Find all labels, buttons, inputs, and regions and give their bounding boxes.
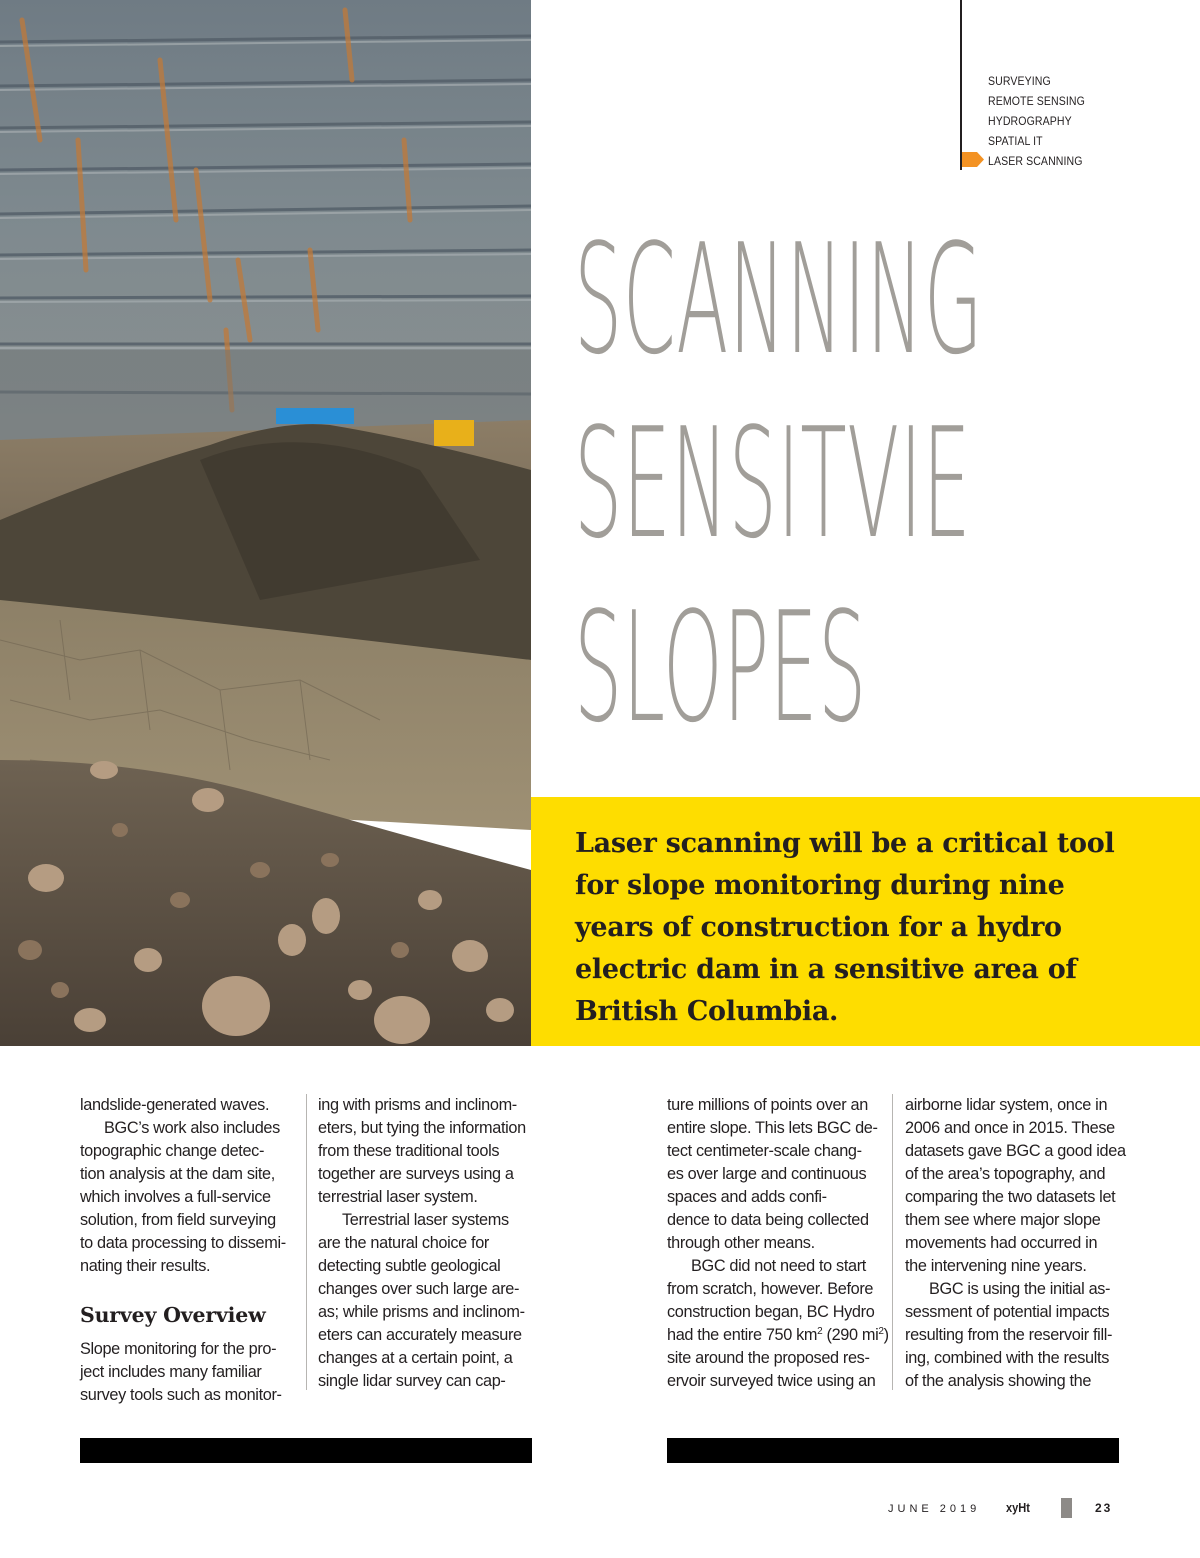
section-nav (988, 71, 1098, 171)
nav-divider (960, 0, 962, 170)
nav-item-surveying[interactable]: SURVEYING (988, 74, 1051, 88)
deck-text: Laser scanning will be a critical tool for slope monitoring during nine years of construction for a hydro electric dam in a sensitive area of British Columbia. (575, 828, 1115, 1027)
nav-item-remote-sensing[interactable]: REMOTE SENSING (988, 94, 1085, 108)
black-bar-right (667, 1438, 1119, 1463)
text-line: Slope monitoring for the pro- (80, 1340, 277, 1358)
article-title (574, 208, 1174, 760)
text-line: survey tools such as monitor- (80, 1386, 282, 1404)
body-column-1 (80, 1094, 294, 1407)
text-line: tion analysis at the dam site, (80, 1165, 275, 1183)
text-line: single lidar survey can cap- (318, 1372, 506, 1390)
text-line: site around the proposed res- (667, 1349, 870, 1367)
text-line: Terrestrial laser systems (342, 1211, 509, 1229)
text-line: entire slope. This lets BGC de- (667, 1119, 878, 1137)
text-line: BGC did not need to start (691, 1257, 866, 1275)
text-line: resulting from the reservoir fill- (905, 1326, 1113, 1344)
active-section-arrow-icon (962, 152, 984, 167)
body-column-3 (667, 1094, 889, 1393)
text-line: sessment of potential impacts (905, 1303, 1110, 1321)
text-line: ject includes many familiar (80, 1363, 262, 1381)
text-line: detecting subtle geological (318, 1257, 501, 1275)
magazine-brand: xyHt (1006, 1500, 1030, 1515)
text-line: as; while prisms and inclinom- (318, 1303, 525, 1321)
text-line: changes over such large are- (318, 1280, 520, 1298)
text-line: ture millions of points over an (667, 1096, 868, 1114)
footer-separator-block (1061, 1498, 1072, 1518)
text-line: BGC’s work also includes (104, 1119, 280, 1137)
text-line: which involves a full-service (80, 1188, 271, 1206)
column-divider (892, 1094, 893, 1390)
title-line-3: SLOPES (574, 579, 867, 756)
text-line: of the analysis showing the (905, 1372, 1092, 1390)
issue-date: JUNE 2019 (888, 1503, 981, 1515)
text-line: to data processing to dissemi- (80, 1234, 286, 1252)
text-line: solution, from field surveying (80, 1211, 276, 1229)
column-divider (306, 1094, 307, 1390)
text-line: of the area’s topography, and (905, 1165, 1106, 1183)
text-line: terrestrial laser system. (318, 1188, 478, 1206)
text-line: movements had occurred in (905, 1234, 1098, 1252)
text-line: are the natural choice for (318, 1234, 490, 1252)
text-line: eters can accurately measure (318, 1326, 522, 1344)
text-line: topographic change detec- (80, 1142, 265, 1160)
text-line: nating their results. (80, 1257, 211, 1275)
text-line: datasets gave BGC a good idea (905, 1142, 1126, 1160)
black-bar-left (80, 1438, 532, 1463)
body-column-2 (318, 1094, 532, 1393)
text-line: 2006 and once in 2015. These (905, 1119, 1115, 1137)
text-line: eters, but tying the information (318, 1119, 526, 1137)
text-line: dence to data being collected (667, 1211, 869, 1229)
nav-item-spatial-it[interactable]: SPATIAL IT (988, 134, 1043, 148)
text-line: ervoir surveyed twice using an (667, 1372, 876, 1390)
text-line: es over large and continuous (667, 1165, 867, 1183)
open-pit-slope-photo (0, 0, 531, 1046)
text-line: tect centimeter-scale chang- (667, 1142, 862, 1160)
text-line: changes at a certain point, a (318, 1349, 513, 1367)
text-line: from scratch, however. Before (667, 1280, 874, 1298)
text-line: ing with prisms and inclinom- (318, 1096, 517, 1114)
text-line: together are surveys using a (318, 1165, 514, 1183)
text-line: comparing the two datasets let (905, 1188, 1116, 1206)
text-line: them see where major slope (905, 1211, 1101, 1229)
text-line: through other means. (667, 1234, 815, 1252)
nav-item-hydrography[interactable]: HYDROGRAPHY (988, 114, 1072, 128)
title-line-2: SENSITVIE (574, 395, 972, 572)
title-line-1: SCANNING (574, 211, 984, 388)
text-line: from these traditional tools (318, 1142, 500, 1160)
deck-box (531, 797, 1200, 1046)
text-line: ing, combined with the results (905, 1349, 1109, 1367)
nav-item-laser-scanning[interactable]: LASER SCANNING (988, 154, 1083, 168)
section-subhead: Survey Overview (80, 1303, 266, 1327)
text-line: airborne lidar system, once in (905, 1096, 1108, 1114)
text-line: spaces and adds confi- (667, 1188, 827, 1206)
text-line: the intervening nine years. (905, 1257, 1087, 1275)
area-text-line: had the entire 750 $km^2$ (290 $mi^2$) (667, 1326, 889, 1344)
text-line: landslide-generated waves. (80, 1096, 270, 1114)
text-line: construction began, BC Hydro (667, 1303, 875, 1321)
text-line: BGC is using the initial as- (929, 1280, 1111, 1298)
page-number: 23 (1095, 1501, 1113, 1515)
body-column-4 (905, 1094, 1126, 1393)
